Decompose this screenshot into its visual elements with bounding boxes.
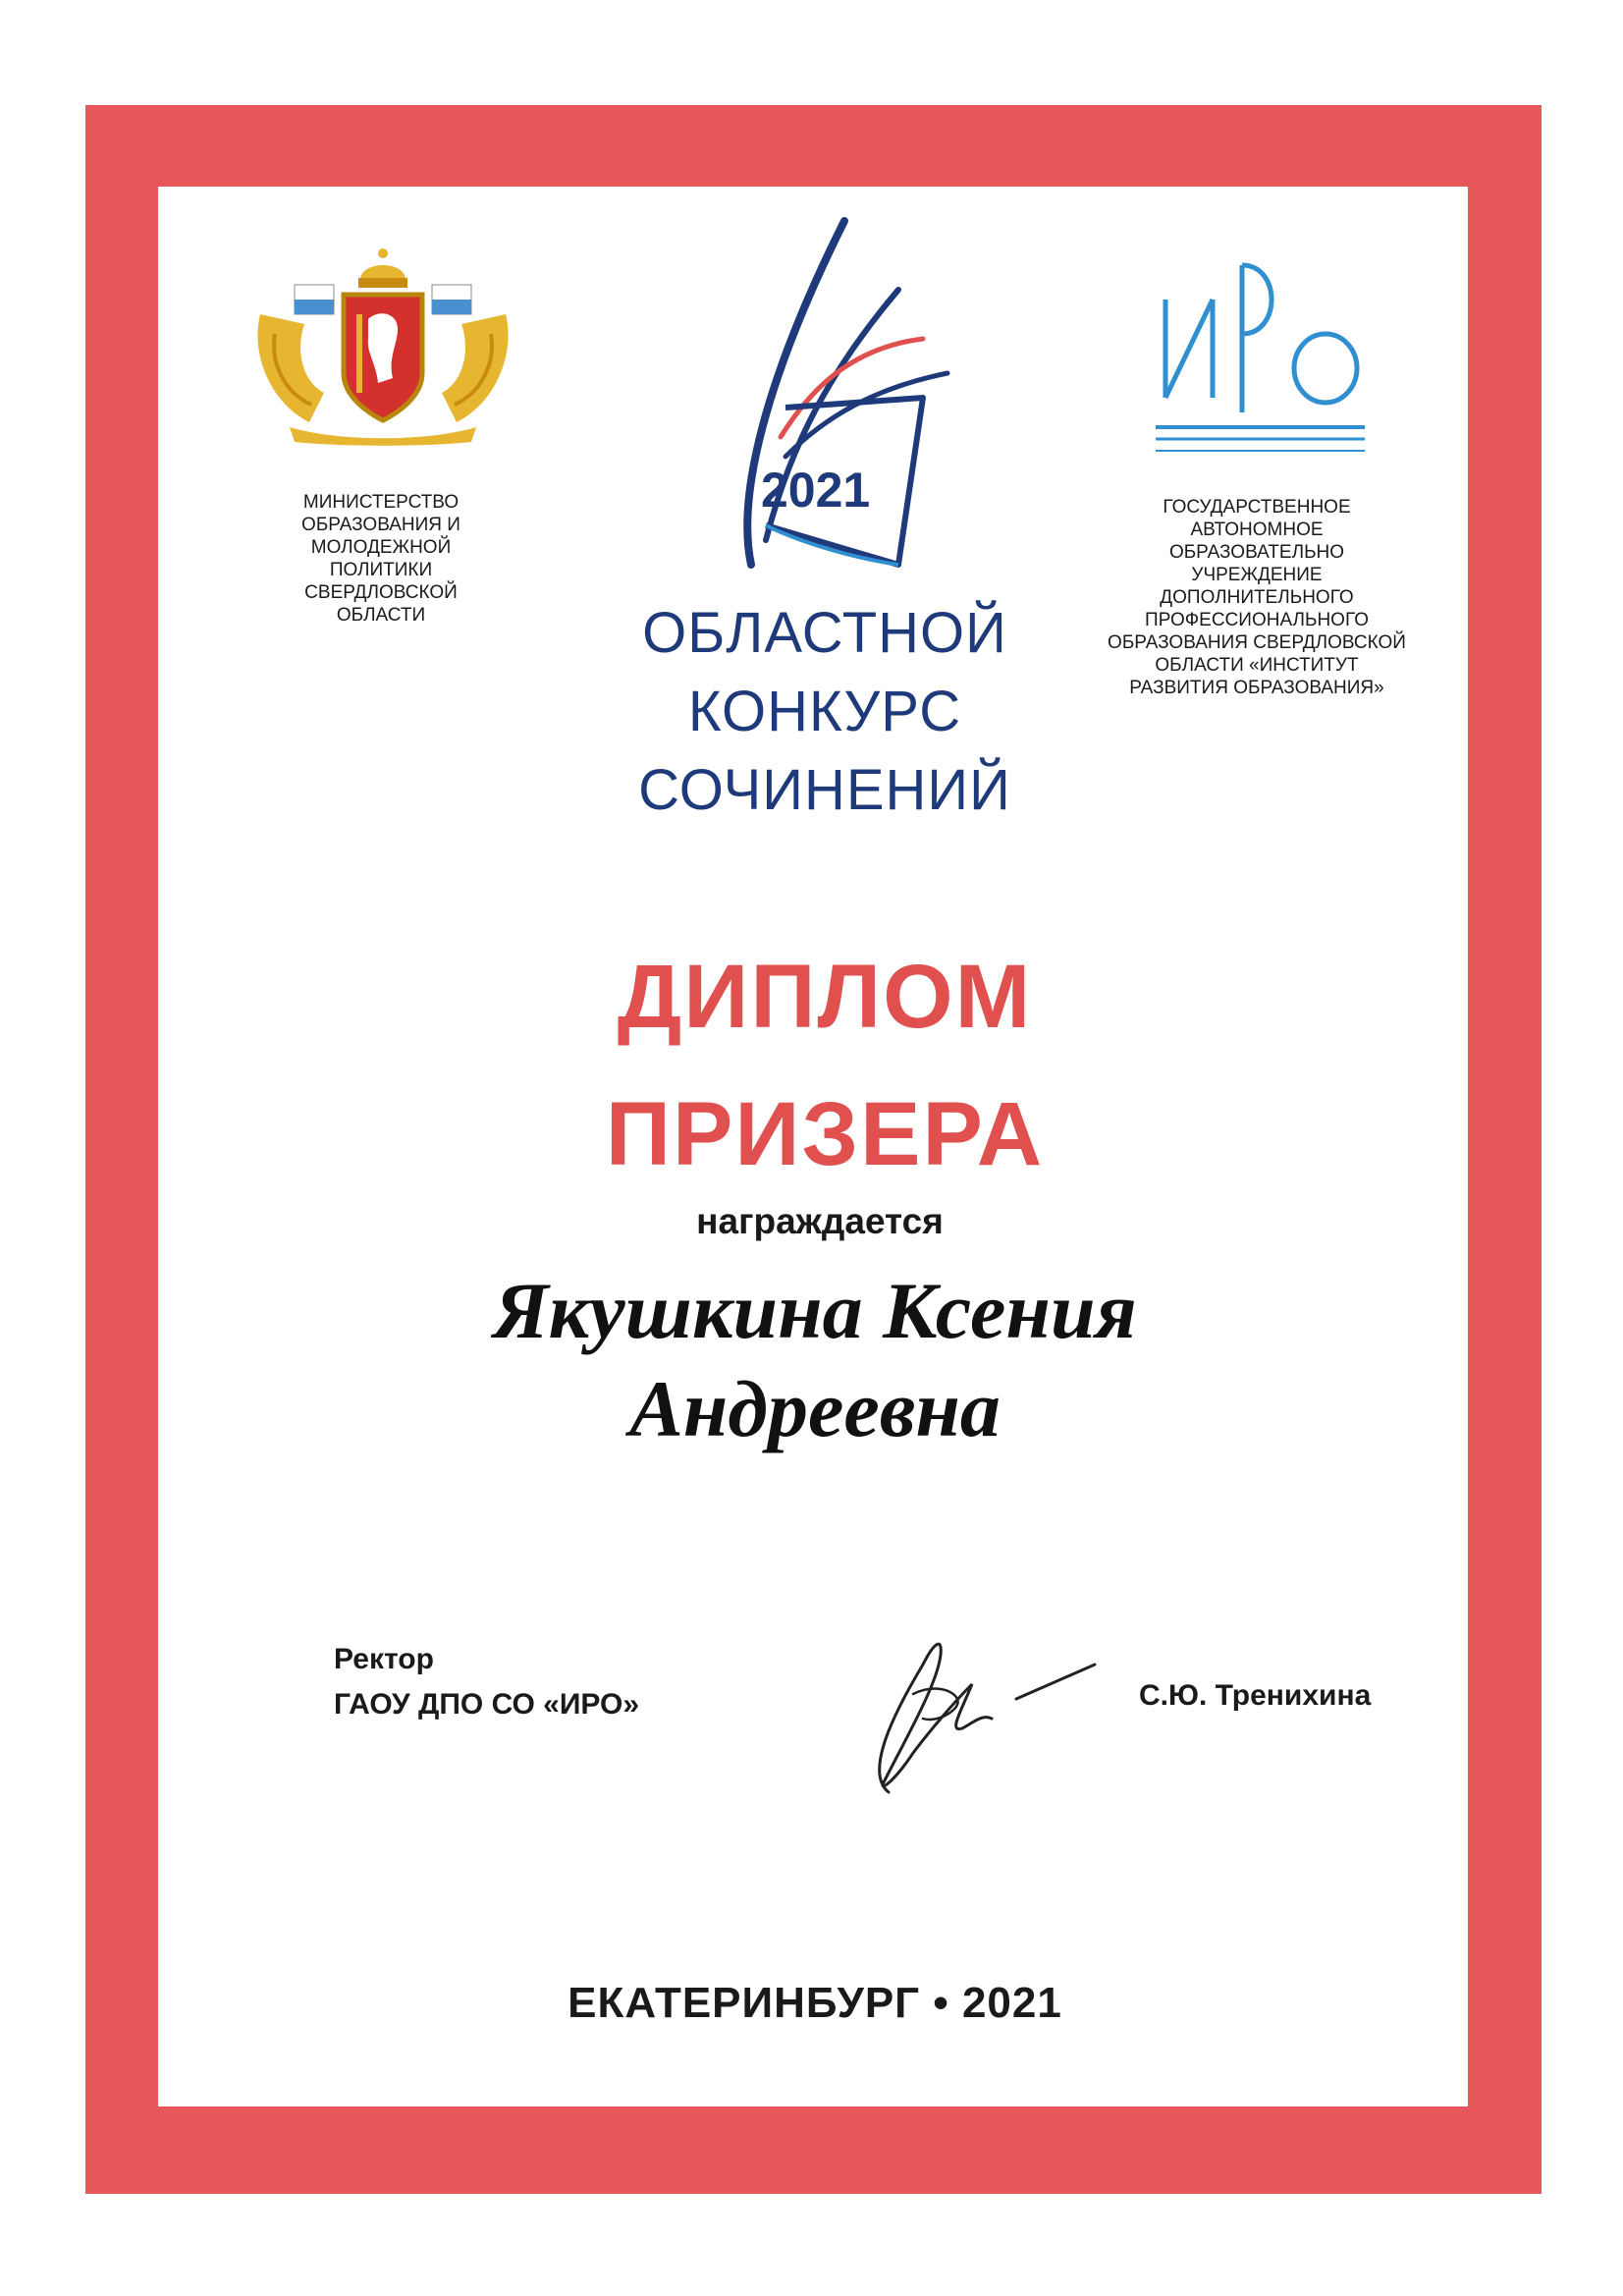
ministry-line: СВЕРДЛОВСКОЙ xyxy=(304,582,458,603)
contest-logo-pen-icon xyxy=(727,201,962,579)
contest-title-line: ОБЛАСТНОЙ xyxy=(642,601,1007,665)
iro-logo xyxy=(1154,260,1375,462)
coat-of-arms-emblem xyxy=(250,246,515,447)
recipient-name-line: Якушкина Ксения xyxy=(493,1266,1137,1355)
ministry-name xyxy=(263,491,499,627)
city-year-footer: ЕКАТЕРИНБУРГ • 2021 xyxy=(568,1979,1062,2027)
iro-line: ДОПОЛНИТЕЛЬНОГО xyxy=(1160,587,1354,608)
ministry-line: МИНИСТЕРСТВО xyxy=(302,492,460,513)
iro-line: ОБРАЗОВАНИЯ СВЕРДЛОВСКОЙ xyxy=(1108,632,1406,653)
contest-title-line: КОНКУРС xyxy=(687,680,962,743)
iro-line: ОБЛАСТИ «ИНСТИТУТ xyxy=(1155,655,1359,676)
handwritten-signature xyxy=(844,1625,1100,1812)
iro-institution-name xyxy=(1070,496,1443,699)
contest-title xyxy=(569,594,1080,830)
diploma-subtitle: ПРИЗЕРА xyxy=(605,1084,1045,1184)
iro-line: АВТОНОМНОЕ xyxy=(1190,519,1324,540)
recipient-name xyxy=(373,1262,1257,1458)
signatory-position: Ректор xyxy=(334,1643,434,1675)
iro-line: РАЗВИТИЯ ОБРАЗОВАНИЯ» xyxy=(1129,678,1384,698)
iro-line: УЧРЕЖДЕНИЕ xyxy=(1191,565,1323,585)
contest-title-line: СОЧИНЕНИЙ xyxy=(638,758,1011,822)
recipient-name-line: Андреевна xyxy=(629,1364,1001,1453)
iro-line: ОБРАЗОВАТЕЛЬНО xyxy=(1168,542,1345,563)
awarded-label: награждается xyxy=(696,1201,944,1241)
signatory-name: С.Ю. Тренихина xyxy=(1139,1679,1372,1712)
ministry-line: ПОЛИТИКИ xyxy=(329,560,433,580)
signatory-organization: ГАОУ ДПО СО «ИРО» xyxy=(334,1688,640,1721)
ministry-line: ОБРАЗОВАНИЯ И xyxy=(301,515,460,535)
iro-line: ПРОФЕССИОНАЛЬНОГО xyxy=(1145,610,1369,630)
contest-year: 2021 xyxy=(761,463,871,518)
diploma-heading xyxy=(491,928,1159,1203)
signatory-title xyxy=(334,1637,639,1727)
iro-line: ГОСУДАРСТВЕННОЕ xyxy=(1163,497,1351,518)
ministry-line: МОЛОДЕЖНОЙ xyxy=(310,537,452,558)
diploma-title: ДИПЛОМ xyxy=(617,947,1033,1047)
ministry-line: ОБЛАСТИ xyxy=(336,605,426,626)
